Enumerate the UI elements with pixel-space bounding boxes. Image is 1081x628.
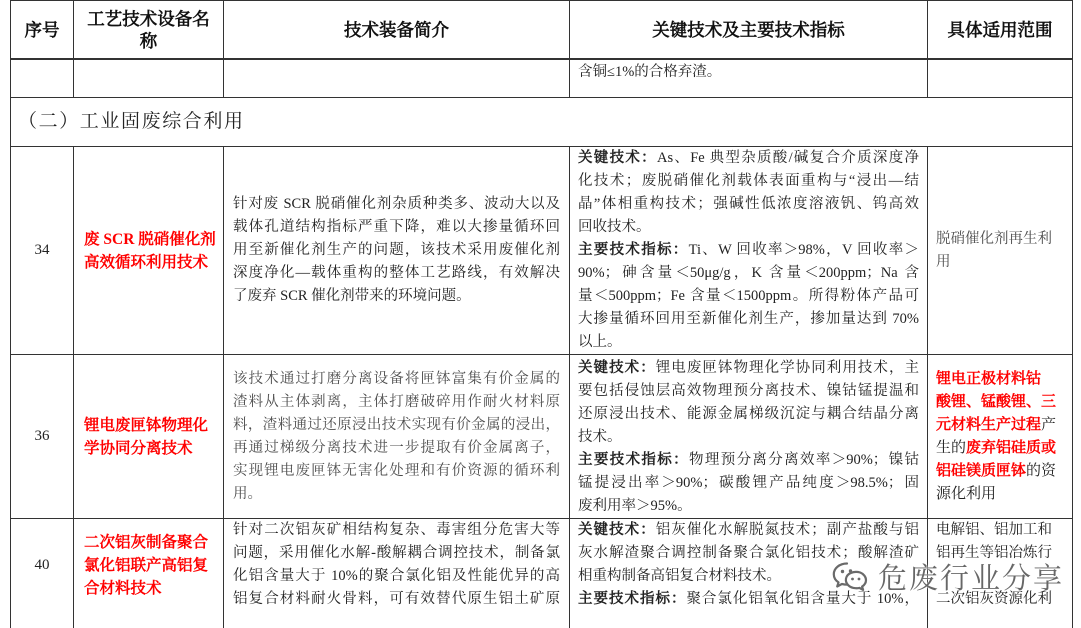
- scope-text-highlight: 酸锂、锰酸锂、三: [936, 393, 1057, 410]
- section-title: （二）工业固废综合利用: [18, 111, 245, 132]
- intro-line: 针对二次铝灰矿相结构复杂、毒害组分危害大等: [233, 522, 560, 538]
- indicator-line: 90%；砷含量＜50μg/g，K 含量＜200ppm；Na 含: [578, 265, 919, 281]
- scope-text-highlight: 铝硅镁质匣钵: [936, 462, 1027, 479]
- scope-text: 生的: [936, 439, 967, 456]
- key-tech-line: 相重构制备高铝复合材料技术。: [578, 568, 781, 584]
- technology-table: [10, 0, 1073, 628]
- indicator-line: 量＜500ppm；Fe 含量＜1500ppm。所得粉体产品可: [578, 288, 919, 304]
- scope-line: [936, 368, 1068, 391]
- continuation-row: [11, 60, 1073, 98]
- intro-line: 料，渣料通过还原浸出技术实现有价金属的浸出，: [233, 416, 560, 433]
- indicator-line: [578, 239, 919, 262]
- header-cell-name: [74, 1, 224, 58]
- wechat-icon: [832, 561, 872, 595]
- scope-text: 的资: [1026, 462, 1057, 479]
- row-number: 36: [34, 428, 50, 444]
- watermark: [832, 560, 1064, 596]
- indicator-line: 以上。: [578, 334, 622, 350]
- scope-text: 源化利用: [936, 485, 997, 502]
- intro-line: 载体孔道结构指标严重下降，难以大掺量循环回: [233, 219, 560, 235]
- header-cell-scope: [928, 1, 1073, 58]
- indicator-text: Ti、W 回收率＞98%，V 回收率＞: [688, 242, 919, 258]
- key-tech-line: 还原浸出技术、能源金属梯级沉淀与耦合结晶分离: [578, 406, 919, 422]
- scope-line: 铝再生等铝冶炼行: [936, 545, 1052, 561]
- row-number-cell: [11, 519, 74, 628]
- empty-cell: [928, 60, 1073, 97]
- scope-cell: [928, 147, 1073, 354]
- intro-line: 针对废 SCR 脱硝催化剂杂质种类多、波动大以及: [233, 196, 560, 212]
- header-intro: 技术装备简介: [344, 19, 449, 40]
- tech-name-line: 锂电废匣钵物理化: [84, 416, 209, 434]
- scope-line: [936, 483, 1068, 506]
- tech-name-line: 学协同分离技术: [84, 439, 193, 457]
- tech-name-cell: [74, 355, 224, 518]
- row-number: 40: [34, 557, 50, 573]
- intro-line: 铝复合材料耐火骨料，可有效替代原生铝土矿原: [233, 591, 560, 607]
- header-key-tech: 关键技术及主要技术指标: [652, 19, 845, 40]
- intro-line: 再通过梯级分离技术进一步提取有价金属离子，: [233, 439, 560, 456]
- indicator-line: [578, 449, 919, 472]
- tech-name-line: 氯化铝联产高铝复: [84, 557, 209, 574]
- scope-line: [936, 437, 1068, 460]
- scope-text: 产: [1041, 416, 1057, 433]
- key-tech-line: 灰水解渣聚合调控制备聚合氯化铝技术；酸解渣矿: [578, 545, 919, 561]
- tech-name-line: 高效循环利用技术: [84, 253, 209, 271]
- tech-name-cell: [74, 519, 224, 628]
- empty-cell: [11, 60, 74, 97]
- indicator-line: 大掺量循环回用至新催化剂生产，掺加量达到 70%: [578, 311, 919, 327]
- intro-line: 了废弃 SCR 催化剂带来的环境问题。: [233, 288, 471, 304]
- indicator-label: 主要技术指标：: [578, 242, 689, 258]
- intro-line: 问题，采用催化水解-酸解耦合调控技术，制备氯: [233, 545, 560, 561]
- indicator-label: 主要技术指标：: [578, 591, 687, 607]
- scope-text-highlight: 废弃铝硅质或: [966, 439, 1057, 456]
- intro-line: 用。: [233, 485, 262, 502]
- key-tech-line: [578, 357, 919, 380]
- key-tech-label: 关键技术：: [578, 150, 657, 166]
- key-tech-label: 关键技术：: [578, 360, 656, 376]
- scope-line: [936, 460, 1068, 483]
- empty-cell: [224, 60, 570, 97]
- scope-line: [936, 414, 1068, 437]
- key-tech-line: 技术。: [578, 429, 622, 445]
- section-cell: [11, 98, 1073, 146]
- key-indicators-cell: [570, 60, 928, 97]
- table-header-row: [11, 1, 1073, 60]
- indicator-line: 含铜≤1%的合格弃渣。: [578, 64, 722, 80]
- scope-line: 用: [936, 253, 951, 270]
- intro-cell: [224, 147, 570, 354]
- intro-line: 深度净化—载体重构的整体工艺路线，有效解决: [233, 265, 560, 281]
- intro-cell: [224, 355, 570, 518]
- indicator-label: 主要技术指标：: [578, 452, 689, 468]
- key-tech-line: [578, 147, 919, 170]
- tech-name-line: 合材料技术: [84, 580, 162, 597]
- watermark-text: 危废行业分享: [878, 561, 1065, 595]
- header-name: 工艺技术设备名称: [87, 8, 210, 51]
- row-number-cell: [11, 147, 74, 354]
- empty-cell: [74, 60, 224, 97]
- scope-line: 脱硝催化剂再生利: [936, 230, 1052, 247]
- tech-name-line: 二次铝灰制备聚合: [84, 534, 209, 551]
- table-row: [11, 355, 1073, 519]
- row-number: 34: [34, 242, 50, 258]
- key-tech-line: 晶”体相重构技术；强碱性低浓度溶液钒、钨高效: [578, 196, 919, 212]
- key-tech-text: 锂电废匣钵物理化学协同利用技术，主: [655, 360, 919, 376]
- tech-name-line: 废 SCR 脱硝催化剂: [84, 230, 216, 248]
- header-scope: 具体适用范围: [947, 19, 1053, 40]
- intro-line: 该技术通过打磨分离设备将匣钵富集有价金属的: [233, 370, 560, 387]
- header-cell-intro: [224, 1, 570, 58]
- key-tech-line: [578, 519, 919, 542]
- indicator-line: 锰提浸出率＞90%；碳酸锂产品纯度＞98.5%；固: [578, 475, 919, 491]
- indicator-line: 废利用率＞95%。: [578, 498, 692, 514]
- scope-text-highlight: 元材料生产过程: [936, 416, 1042, 433]
- table-row: [11, 147, 1073, 355]
- intro-line: 渣料从主体剥离，主体打磨破碎用作耐火材料原: [233, 393, 560, 410]
- key-tech-label: 关键技术：: [578, 522, 656, 538]
- key-indicators-cell: [570, 147, 928, 354]
- intro-line: 用至新催化剂生产的问题，该技术采用废催化剂: [233, 242, 560, 258]
- intro-line: 化铝含量大于 10%的聚合氯化铝及性能优异的高: [233, 568, 560, 584]
- scope-line: 电解铝、铝加工和: [936, 522, 1052, 538]
- key-tech-line: 要包括侵蚀层高效物理预分离技术、镍钴锰提温和: [578, 383, 919, 399]
- key-tech-line: 回收技术。: [578, 219, 651, 235]
- header-cell-key-tech: [570, 1, 928, 58]
- scope-line: [936, 391, 1068, 414]
- key-indicators-cell: [570, 355, 928, 518]
- tech-name-cell: [74, 147, 224, 354]
- intro-line: 实现锂电废匣钵无害化处理和有价资源的循环利: [233, 462, 560, 479]
- intro-cell: [224, 519, 570, 628]
- scope-cell: [928, 355, 1073, 518]
- indicator-text: 物理预分离分离效率＞90%；镍钴: [689, 452, 919, 468]
- key-tech-line: 化技术；废脱硝催化剂载体表面重构与“浸出—结: [578, 173, 919, 189]
- header-cell-index: [11, 1, 74, 58]
- indicator-text: 聚合氯化铝氧化铝含量大于 10%，: [686, 591, 919, 607]
- row-number-cell: [11, 355, 74, 518]
- scope-text-highlight: 锂电正极材料钴: [936, 370, 1042, 387]
- section-row: [11, 98, 1073, 147]
- scope-line: 二次铝灰资源化利: [936, 591, 1052, 607]
- key-tech-text: 铝灰催化水解脱氮技术；副产盐酸与铝: [655, 522, 919, 538]
- header-index: 序号: [24, 19, 60, 40]
- key-tech-text: As、Fe 典型杂质酸/碱复合介质深度净: [656, 150, 919, 166]
